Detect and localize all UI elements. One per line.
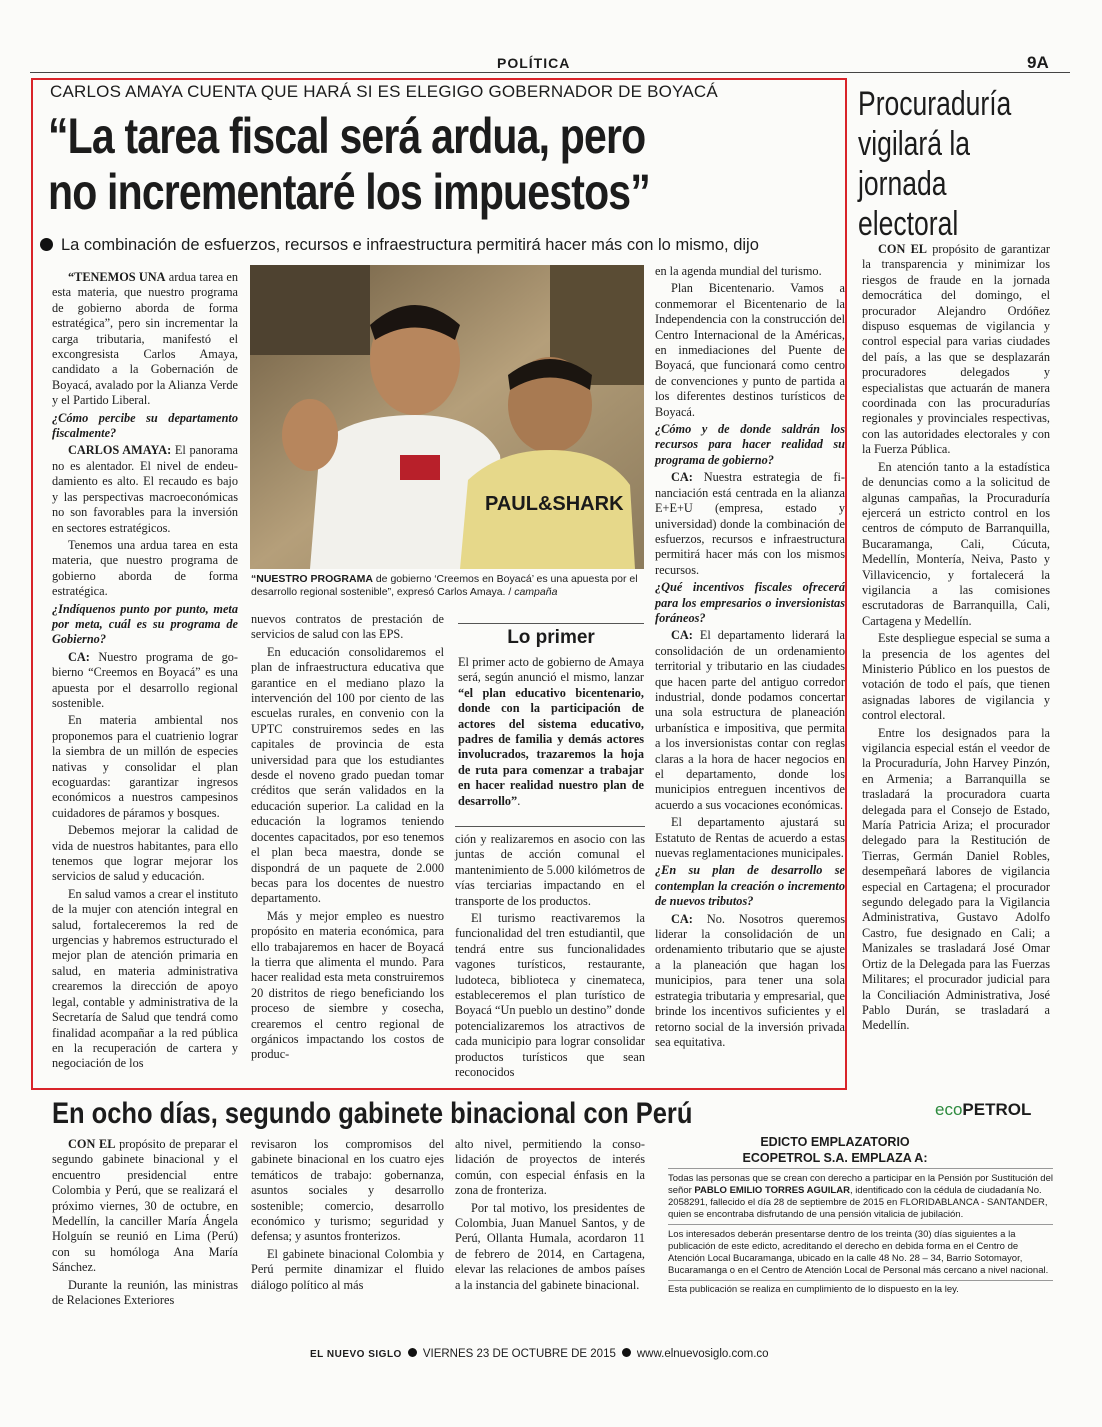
edict-title: EDICTO EMPLAZATORIO: [760, 1135, 910, 1149]
footer-url[interactable]: www.elnuevosiglo.com.co: [636, 1348, 769, 1360]
box-rule: [455, 826, 645, 827]
paragraph-lead: CA:: [671, 470, 693, 485]
bottom-headline: En ocho días, segundo gabinete binacional con Perú: [52, 1097, 693, 1130]
paragraph-text: En atención tanto a la estadística de denuncias como a la solicitud de algunas campañas, la Procuraduría ejercerá un estricto control en los centros de cómputo de Barranquilla, Bucaramanga, Cali, Cúcuta, Medellín, Montería, Neiva, Pasto y Villavicencio, y fortalecerá la vigilancia a las comisiones escrutadoras de Barranquilla, Cali, Cartagena y Medellín.: [862, 459, 1050, 628]
bullet-icon: [40, 238, 53, 251]
paragraph: [52, 823, 238, 885]
headline-line-2: no incrementaré los impuestos”: [48, 164, 650, 220]
box-text-a: El primer acto de gobierno de Amaya será, según anunció el mismo, lanzar: [458, 655, 644, 685]
paragraph-text: Durante la reunión, las ministras de Relaciones Exteriores: [52, 1277, 238, 1308]
caption-bold: “NUESTRO PROGRAMA: [251, 573, 373, 585]
page-number: 9A: [1027, 53, 1049, 72]
paragraph-text: Nuestro programa de gobierno “Creemos en Boyacá” es una apuesta por el desarrollo regional sostenible.: [52, 649, 238, 710]
paragraph: [52, 1137, 238, 1276]
paragraph: [251, 909, 444, 1063]
footer-brand: EL NUEVO SIGLO: [310, 1349, 402, 1360]
question: [52, 411, 238, 442]
edict-p1-name: PABLO EMILIO TORRES AGUILAR: [694, 1185, 850, 1196]
article-subhead: [40, 236, 759, 255]
paragraph-text: Más y mejor empleo es nuestro propósito en materia económica, para ello trabajaremos en hacer de Boyacá la tierra que alimenta el mundo. Para hacer realidad esta meta construiremos 20 distritos de riego beneficiando los proceso de siembre y cosecha, crearemos el centro regional de orgánicos impactando los costos de produc-: [251, 908, 444, 1062]
paragraph-lead: CON EL: [878, 242, 927, 256]
paragraph: [655, 470, 845, 578]
paragraph-text: ¿Cómo y de donde saldrán los recursos para hacer realidad su programa de gobierno?: [655, 422, 845, 467]
paragraph: [655, 912, 845, 1051]
paragraph-text: ¿En su plan de desarrollo se contemplan la creación o incremento de nuevos tributos?: [655, 863, 845, 909]
bullet-icon: [408, 1348, 417, 1357]
box-text-quote: “el plan educativo bicentenario, donde con la participación de actores del sistema educativo, padres de familia y demás actores involucrados, trazaremos la hoja de ruta para comenzar a trabajar en hacer realidad nuestro plan de desarrollo”: [458, 685, 644, 808]
paragraph-lead: “TENEMOS UNA: [68, 270, 166, 284]
paragraph-text: El departamento ajustará su Estatuto de Rentas de acuerdo a estas nuevas reglamentaciones municipales.: [655, 815, 845, 861]
paragraph: [655, 281, 845, 420]
paragraph-lead: CARLOS AMAYA:: [68, 443, 172, 458]
paragraph-text: nuevos contratos de prestación de servicios de salud con las EPS.: [251, 612, 444, 642]
question: [52, 602, 238, 648]
side-body: [862, 242, 1050, 1036]
headline-line-1: “La tarea fiscal será ardua, pero: [48, 108, 646, 164]
paragraph: [862, 242, 1050, 458]
paragraph-text: revisaron los compromisos del gabinete binacional en los cuatro ejes temáticos de trabajo: gobernanza, asuntos sociales y desarrollo sostenible; comercio, desarrollo económico y turismo; seguridad y defensa; y asuntos fronterizos.: [251, 1137, 444, 1244]
edict-rule: [668, 1280, 1053, 1281]
paragraph: [251, 645, 444, 907]
paragraph-text: en la agenda mundial del turismo.: [655, 264, 822, 278]
article-kicker: CARLOS AMAYA CUENTA QUE HARÁ SI ES ELEGIGO GOBERNADOR DE BOYACÁ: [50, 82, 718, 101]
paragraph: [52, 270, 238, 409]
subhead-text: La combinación de esfuerzos, recursos e infraestructura permitirá hacer más con lo mismo, dijo: [61, 236, 759, 254]
paragraph-text: propósito de garantizar la transparencia y minimizar los riesgos de fraude en la jornada democrática del domingo, el procurador Alejandro Ordóñez dispuso esquemas de vigilancia y control especial para varias ciudades del país, a las que se desplazarán procuradores delegados y especialistas que actuarán de manera coordinada con las procuradurías regionales y provinciales respectivas, con las autoridades electorales y con la Fuerza Pública.: [862, 242, 1050, 457]
caption-text: de gobierno ‘Creemos en Boyacá’ es una apuesta por el desarrollo regional sostenible”, expresó Carlos Amaya. /: [251, 573, 638, 598]
paragraph: [52, 1278, 238, 1309]
edict-paragraph-3: Esta publicación se realiza en cumplimiento de lo dispuesto en la ley.: [668, 1284, 959, 1295]
paragraph: [52, 713, 238, 821]
paragraph-lead: CA:: [68, 649, 90, 664]
paragraph: [455, 911, 645, 1080]
question: [655, 422, 845, 468]
paragraph: [655, 264, 845, 279]
paragraph-text: En materia ambiental nos proponemos para el cuatrienio lograr la siembra de un millón de especies nativas y consolidar el plan ecoguardas: garantizar ingresos económicos a nuestros campesinos cuidadores de páramos y bosques.: [52, 713, 238, 820]
paragraph: [455, 832, 645, 909]
shirt-logo: PAUL&SHARK: [485, 493, 624, 515]
paragraph-text: Plan Bicentenario. Vamos a conmemorar el Bicentenario de la Independencia con la construcción del Centro Internacional de la Américas, en inmediaciones del Puente de Boyacá, que funcionará como centro de convenciones y punto de partida a los diferentes destinos turísticos de Boyacá.: [655, 281, 845, 419]
paragraph: [52, 443, 238, 535]
paragraph-text: ción y realizaremos en asocio con las juntas de acción comunal el mantenimiento de 5.000 kilómetros de vías terciarias impactando en el transporte de los productos.: [455, 832, 645, 908]
article-column-3: [455, 832, 645, 1083]
box-rule: [458, 623, 644, 624]
article-photo: [250, 265, 644, 569]
question: [655, 580, 845, 626]
paragraph-text: Entre los designados para la vigilancia especial están el veedor de la Procuraduría, John Harvey Pinzón, en Armenia; a Barranquilla se trasladará la procuradora cuarta delegada para el Consejo de Estado, María Patricia Ariza; el procurador delegado para la Restitución de Tierras, Germán Daniel Robles, desempeñará labores de vigilancia especial en Cartagena; el procurador segundo delegado para la Vigilancia Administrativa, Gustavo Adolfo Castro, fue designado en Cali; a Manizales se trasladará José Omar Ortiz de la Delegada para las Fuerzas Militares; el procurador judicial para la Conciliación Administrativa, José Pablo Durán, se trasladará a Medellín.: [862, 725, 1050, 1033]
paragraph-text: El gabinete binacional Colombia y Perú permite dinamizar el fluido diálogo político al más: [251, 1246, 444, 1292]
edict-paragraph-2: Los interesados deberán presentarse dentro de los treinta (30) días siguientes a la publicación de este edicto, acreditando el derecho en debida forma en el Centro de Atención Local Bucaramanga, ubicado en la calle 48 No. 28 – 34, Barrio Sotomayor, Bucaramanga o en el Centro de Atención Local de Personal más cercano a nivel nacional.: [668, 1229, 1049, 1276]
page-footer: [310, 1348, 769, 1360]
edict-rule: [668, 1224, 1053, 1225]
article-column-4: [655, 264, 845, 1052]
edict-rule: [668, 1168, 1053, 1169]
paragraph-text: No. Nosotros queremos liderar la consolidación de un ordenamiento tributario que se ajuste a la planeación que hagan los municipios, para tener una sola estrategia tributaria y empresarial, que brinde los incentivos suficientes y el retorno social de la inversión privada sea equitativa.: [655, 911, 846, 1049]
paragraph-lead: CA:: [671, 628, 693, 643]
box-title: Lo primer: [507, 627, 595, 648]
article-headline: [48, 108, 679, 220]
paragraph-text: ¿Cómo percibe su departamento fiscalmente?: [52, 410, 238, 441]
paragraph: [251, 612, 444, 643]
paragraph: [251, 1247, 444, 1293]
question: [655, 863, 845, 909]
edict-p1-a: Todas las personas que se crean con derecho a participar en la Pensión por Sustitución del señor: [668, 1173, 1053, 1196]
paragraph-text: Debemos mejorar la calidad de vida de nuestros habitantes, para ello tenemos que lograr mejorar los servicios de salud y educación.: [52, 823, 238, 884]
paragraph-text: propósito de preparar el segundo gabinete binacional y el encuentro presidencial entre Colombia y Perú, que se realizará el próximo viernes, 30 de octubre, en Medellín, la canciller María Ángela Holguín se reunió en Lima (Perú) con su homóloga Ana María Sánchez.: [52, 1137, 238, 1275]
article-column-2: [251, 612, 444, 1065]
paragraph: [52, 650, 238, 712]
paragraph-text: Nuestra estrategia de financiación está centrada en la alianza E+E+U (empresa, estado y universidad) donde la combinación de esfuerzos, recursos e infraestructura permitirá hacer más con los mismos recursos.: [655, 470, 845, 577]
box-text-end: .: [517, 793, 521, 808]
paragraph: [455, 1201, 645, 1293]
photo-caption: [251, 573, 643, 599]
paragraph: [655, 628, 845, 813]
header-rule: [30, 72, 1070, 73]
caption-credit: campaña: [514, 586, 558, 598]
article-column-1: [52, 270, 238, 1074]
paragraph: [52, 538, 238, 600]
paragraph-text: En educación consolidaremos el plan de infraestructura educativa que garantice en el mediano plazo la intervención del 100 por ciento de las escuelas rurales, en convenio con la UPTC construiremos sedes en las capitales de provincia de esta universidad para que los estudiantes desde el noveno grado puedan tomar créditos que serán validados en la educación superior. La calidad en la educación la logramos teniendo docentes capacitados, por eso tenemos el plan beca maestra, donde se dispondrá de un paquete de 2.000 becas para los docentes de nuestro departamento.: [251, 644, 444, 906]
paragraph-lead: CON EL: [68, 1137, 116, 1151]
paragraph-text: Por tal motivo, los presidentes de Colombia, Juan Manuel Santos, y de Perú, Ollanta Humala, acordaron 11 de febrero de 2014, en Cartagena, elevar las relaciones de ambos países a la instancia del gabinete binacional.: [455, 1200, 645, 1292]
edict-subtitle: ECOPETROL S.A. EMPLAZA A:: [742, 1151, 928, 1165]
section-label: POLÍTICA: [497, 55, 571, 71]
paragraph: [862, 726, 1050, 1034]
paragraph: [862, 631, 1050, 723]
bottom-column-3: [455, 1137, 645, 1295]
bottom-column-1: [52, 1137, 238, 1310]
paragraph-text: En salud vamos a crear el instituto de la mujer con atención integral en salud, fortaleceremos la red de urgencias y habremos estructurado el mejor plan de atención primaria en salud, en materia administrativa crearemos la dirección de apoyo legal, contable y administrativa de la Secretaría de Salud que tendrá como finalidad acompañar a la red pública en la recuperación de cartera y negociación de los: [52, 886, 238, 1071]
box-text: [458, 655, 644, 809]
paragraph-text: Tenemos una ardua tarea en esta materia, que nuestro programa de gobierno aborda de forma estratégica.: [52, 537, 238, 599]
paragraph: [251, 1137, 444, 1245]
paragraph-text: ¿Qué incentivos fiscales ofrecerá para los empresarios o inversionistas foráneos?: [655, 580, 845, 625]
ecopetrol-logo: [935, 1100, 1031, 1120]
logo-part-a: eco: [935, 1100, 963, 1119]
footer-date: VIERNES 23 DE OCTUBRE DE 2015: [422, 1348, 616, 1360]
paragraph: [862, 460, 1050, 629]
paragraph-text: Este despliegue especial se suma a la presencia de los agentes del Ministerio Público en los puestos de votación de todo el país, que tienen asignadas labores de vigilancia y control electoral.: [862, 631, 1050, 723]
bullet-icon: [622, 1348, 631, 1357]
paragraph: [655, 815, 845, 861]
paragraph-text: ardua tarea en esta materia, que nuestro programa de gobierno aborda de forma estratégica”, pero sin incrementar la carga tributaria, manifestó el excongresista Carlos Amaya, candidato a la Gobernación de Boyacá, avalado por la Alianza Verde y el Partido Liberal.: [52, 270, 238, 408]
side-headline: Procuraduría vigilará la jornada electoral: [858, 85, 1012, 243]
paragraph: [52, 887, 238, 1072]
paragraph-text: ¿Indíquenos punto por punto, meta por meta, cuál es su programa de Gobierno?: [52, 601, 238, 647]
edict-p1-b: , identificado con la cédula de ciudadanía No. 2058291, fallecido el día 28 de septiembre de 2015 en FLORIDABLANCA - SANTANDER, quien se encontraba disfrutando de una pensión vitalicia de jubilación.: [668, 1185, 1048, 1220]
paragraph-text: El departamento liderará la consolidación de un ordenamiento territorial y tributario en las ciudades que hacen parte del antiguo corredor industrial, donde podamos concertar una sola estructura de planeación urbanística e impositiva, que permita a los inversionistas contar con reglas claras a la hora de hacer negocios en el departamento, donde los municipios entreguen incentivos de acuerdo a sus vocaciones económicas.: [655, 628, 845, 812]
bottom-column-2: [251, 1137, 444, 1295]
paragraph-lead: CA:: [671, 911, 693, 926]
logo-part-b: PETROL: [962, 1100, 1032, 1119]
paragraph-text: El panorama no es alentador. El nivel de endeudamiento es alto. El recaudo es bajo y las perspectivas macroeconómicas no son favorables para la inversión en sectores estratégicos.: [52, 443, 238, 535]
photo-illustration: [250, 265, 644, 569]
paragraph-text: El turismo reactivaremos la funcionalidad del tren estudiantil, que tendrá entre sus funcionalidades vagones turísticos, restaurante, ludoteca, biblioteca y cinemateca, estableceremos el plan turístico de Boyacá “Un pueblo un destino” donde potencializaremos los atractivos de cada municipio para lograr consolidar productos turísticos que sean reconocidos: [455, 911, 645, 1080]
paragraph: [455, 1137, 645, 1199]
paragraph-text: alto nivel, permitiendo la consolidación de proyectos de interés común, con especial énfasis en la zona de fronteriza.: [455, 1137, 645, 1198]
edict-paragraph-1: [668, 1173, 1053, 1221]
